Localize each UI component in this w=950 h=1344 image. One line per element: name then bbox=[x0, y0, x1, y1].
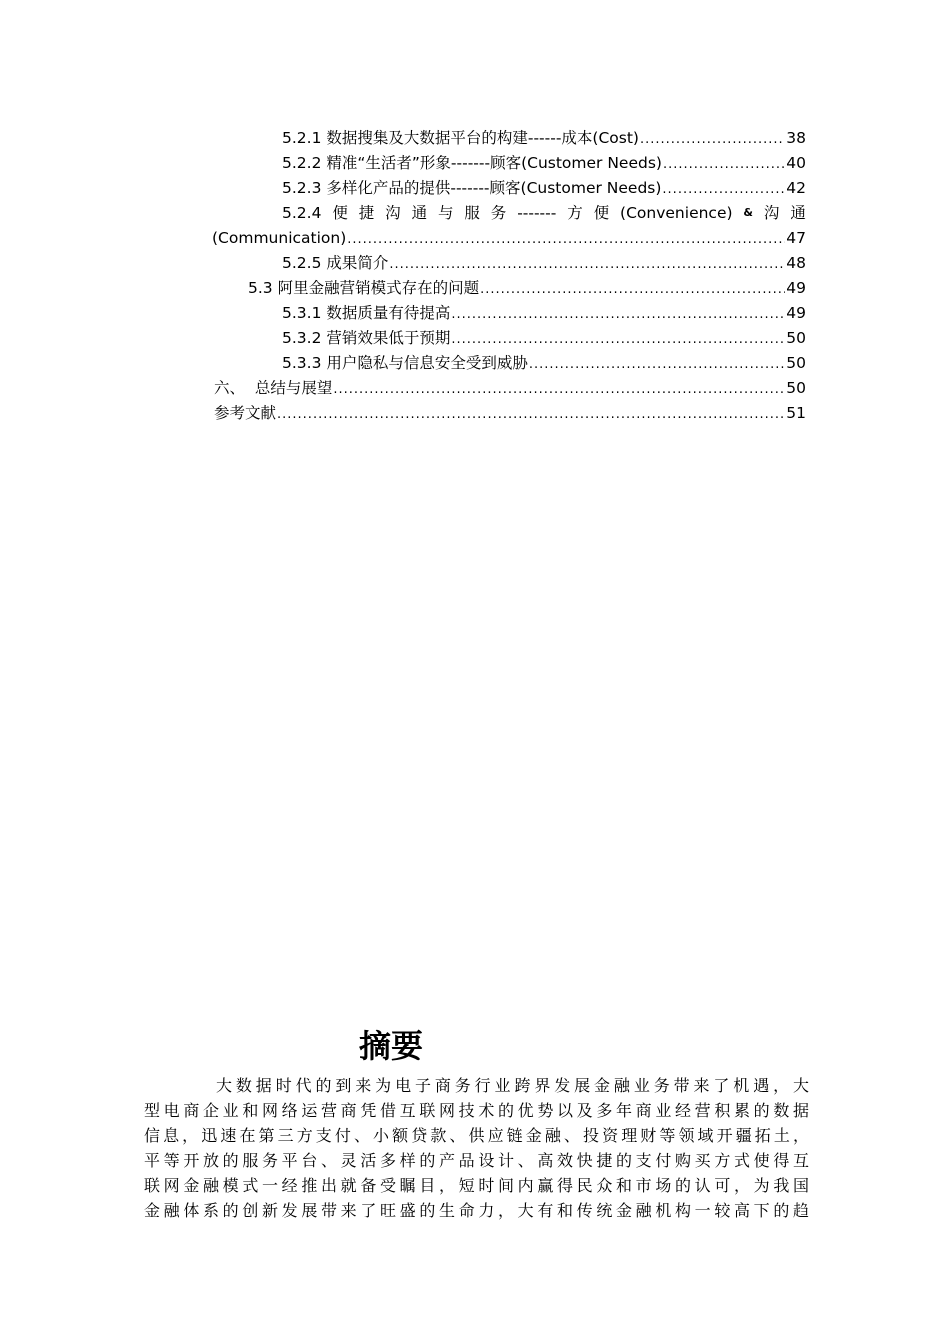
toc-word: 与 bbox=[437, 204, 454, 222]
abstract-line: 金融体系的创新发展带来了旺盛的生命力，大有和传统金融机构一较高下的趋 bbox=[144, 1201, 809, 1220]
toc-leader-dots bbox=[347, 228, 785, 252]
toc-entry-label: 5.3.2 营销效果低于预期 bbox=[282, 329, 451, 347]
toc-leader-dots bbox=[662, 178, 785, 202]
toc-entry-5-2-2[interactable] bbox=[282, 151, 806, 175]
toc-word: 通 bbox=[790, 204, 806, 222]
toc-entry-5-3[interactable] bbox=[248, 276, 806, 300]
toc-entry-5-2-4-line2[interactable] bbox=[212, 226, 806, 250]
toc-entry-label: 5.3 阿里金融营销模式存在的问题 bbox=[248, 279, 480, 297]
toc-page-number: 40 bbox=[786, 154, 806, 172]
toc-page-number: 51 bbox=[786, 404, 806, 422]
toc-page-number: 50 bbox=[786, 354, 806, 372]
toc-entry-label: 5.3.3 用户隐私与信息安全受到威胁 bbox=[282, 354, 528, 372]
toc-page-number: 48 bbox=[786, 254, 806, 272]
toc-word: 方 bbox=[567, 204, 583, 222]
toc-entry-5-2-3[interactable] bbox=[282, 176, 806, 200]
toc-page-number: 47 bbox=[786, 229, 806, 247]
toc-entry-label: 5.2.5 成果简介 bbox=[282, 254, 389, 272]
abstract-line: 大数据时代的到来为电子商务行业跨界发展金融业务带来了机遇，大 bbox=[216, 1076, 809, 1095]
toc-entry-5-3-3[interactable] bbox=[282, 351, 806, 375]
toc-leader-dots bbox=[333, 378, 785, 402]
toc-entry-label: 5.2.3 多样化产品的提供-------顾客(Customer Needs) bbox=[282, 179, 662, 197]
toc-page-number: 49 bbox=[786, 279, 806, 297]
toc-entry-label: (Communication) bbox=[212, 229, 347, 247]
toc-leader-dots bbox=[277, 403, 785, 427]
abstract-paragraph bbox=[144, 1073, 809, 1223]
toc-word: 务 bbox=[490, 204, 507, 222]
toc-entry-label: 六、 总结与展望 bbox=[214, 379, 333, 397]
abstract-line: 信息，迅速在第三方支付、小额贷款、供应链金融、投资理财等领域开疆拓土， bbox=[144, 1126, 809, 1145]
toc-entry-chapter-6[interactable] bbox=[214, 376, 806, 400]
toc-entry-5-3-1[interactable] bbox=[282, 301, 806, 325]
toc-word: 沟 bbox=[385, 204, 401, 222]
toc-leader-dots bbox=[663, 153, 785, 177]
toc-leader-dots bbox=[640, 128, 785, 152]
toc-leader-dots bbox=[451, 328, 785, 352]
toc-page-number: 50 bbox=[786, 329, 806, 347]
toc-page-number: 50 bbox=[786, 379, 806, 397]
toc-word: ------- bbox=[517, 204, 557, 222]
toc-word: 便 bbox=[593, 204, 610, 222]
toc-leader-dots bbox=[480, 278, 785, 302]
toc-entry-5-2-4-line1[interactable] bbox=[282, 201, 806, 225]
toc-word: 便 bbox=[332, 204, 348, 222]
toc-entry-5-3-2[interactable] bbox=[282, 326, 806, 350]
abstract-heading: 摘要 bbox=[359, 1027, 424, 1065]
toc-entry-label: 5.2.2 精准“生活者”形象-------顾客(Customer Needs) bbox=[282, 154, 662, 172]
toc-word: 通 bbox=[411, 204, 428, 222]
toc-leader-dots bbox=[451, 303, 785, 327]
toc-entry-references[interactable] bbox=[214, 401, 806, 425]
toc-leader-dots bbox=[529, 353, 785, 377]
toc-entry-label: 5.3.1 数据质量有待提高 bbox=[282, 304, 451, 322]
abstract-line: 联网金融模式一经推出就备受瞩目，短时间内赢得民众和市场的认可，为我国 bbox=[144, 1176, 809, 1195]
abstract-line: 平等开放的服务平台、灵活多样的产品设计、高效快捷的支付购买方式使得互 bbox=[144, 1151, 809, 1170]
toc-word: 沟 bbox=[763, 204, 780, 222]
toc-word: & bbox=[743, 206, 754, 219]
toc-page-number: 42 bbox=[786, 179, 806, 197]
toc-entry-label: 5.2.1 数据搜集及大数据平台的构建------成本(Cost) bbox=[282, 129, 639, 147]
toc-entry-5-2-1[interactable] bbox=[282, 126, 806, 150]
toc-entry-5-2-5[interactable] bbox=[282, 251, 806, 275]
abstract-line: 型电商企业和网络运营商凭借互联网技术的优势以及多年商业经营积累的数据 bbox=[144, 1101, 809, 1120]
toc-word: 5.2.4 bbox=[282, 204, 322, 222]
toc-word: (Convenience) bbox=[620, 204, 733, 222]
toc-entry-label: 参考文献 bbox=[214, 404, 277, 422]
toc-leader-dots bbox=[389, 253, 785, 277]
toc-page-number: 38 bbox=[786, 129, 806, 147]
toc-page-number: 49 bbox=[786, 304, 806, 322]
toc-word: 捷 bbox=[358, 204, 375, 222]
toc-word: 服 bbox=[464, 204, 480, 222]
